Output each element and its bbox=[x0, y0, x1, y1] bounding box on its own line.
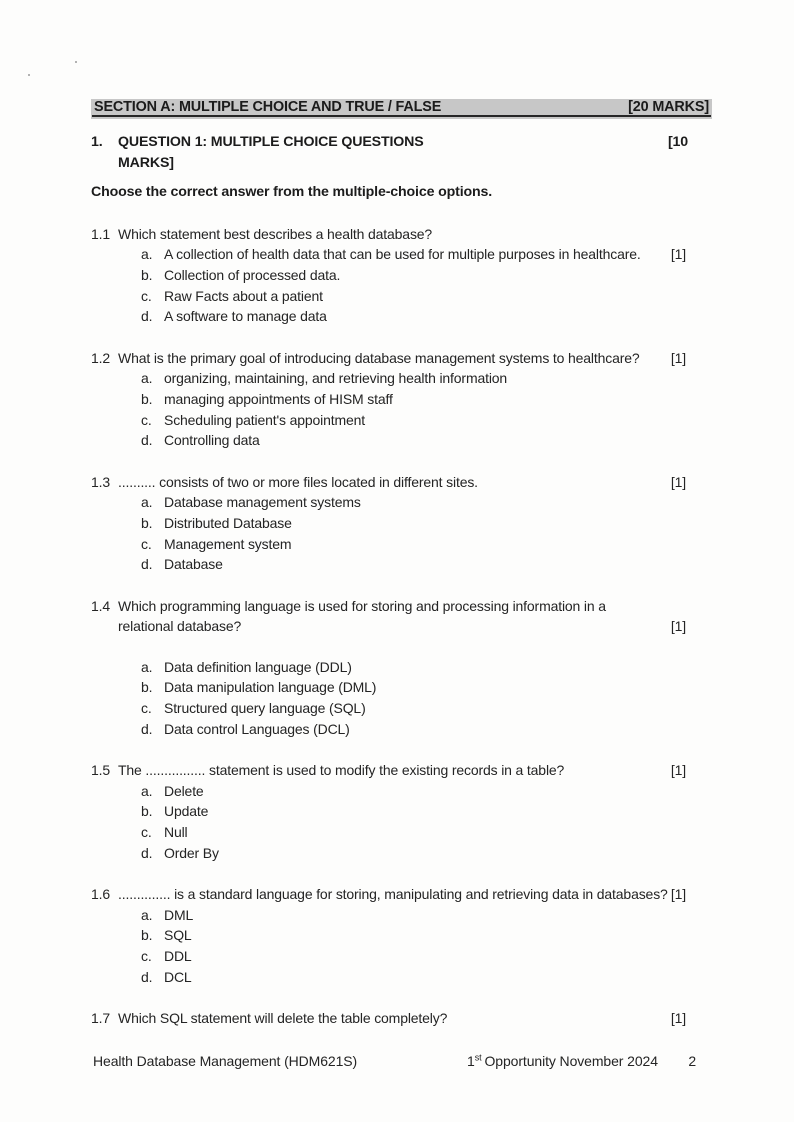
option-text: DDL bbox=[164, 948, 192, 964]
option-row bbox=[91, 822, 712, 843]
heading-number: 1. bbox=[91, 134, 103, 150]
option-letter: b. bbox=[141, 390, 153, 407]
question-text: What is the primary goal of introducing database management systems to healthcare? bbox=[118, 349, 640, 366]
option-row bbox=[91, 967, 712, 988]
options-list bbox=[91, 657, 712, 739]
question-text: .......... consists of two or more files located in different sites. bbox=[118, 473, 478, 490]
question-number: 1.3 bbox=[91, 473, 111, 490]
question-line bbox=[91, 760, 712, 781]
option-text: Database bbox=[164, 556, 223, 573]
footer-opportunity bbox=[467, 1053, 658, 1069]
question-number: 1.1 bbox=[91, 225, 111, 242]
option-letter: d. bbox=[141, 844, 153, 861]
option-letter: a. bbox=[141, 494, 153, 511]
question-line bbox=[91, 1008, 712, 1029]
options-list bbox=[91, 368, 712, 450]
question-number: 1.2 bbox=[91, 349, 111, 366]
option-row bbox=[91, 905, 712, 926]
options-list bbox=[91, 905, 712, 987]
section-header-bar bbox=[91, 99, 712, 119]
question-line bbox=[91, 348, 712, 369]
question-number: 1.5 bbox=[91, 762, 111, 779]
option-row bbox=[91, 244, 712, 265]
option-text: Delete bbox=[164, 782, 204, 799]
option-text: Raw Facts about a patient bbox=[164, 287, 323, 304]
question-1-6 bbox=[91, 884, 712, 987]
scan-speck bbox=[75, 61, 77, 63]
section-underline bbox=[92, 115, 711, 117]
option-letter: b. bbox=[141, 514, 153, 531]
option-text: Data definition language (DDL) bbox=[164, 658, 352, 675]
question-number: 1.6 bbox=[91, 886, 111, 903]
option-letter: d. bbox=[141, 968, 153, 985]
question-line bbox=[91, 884, 712, 905]
option-letter: c. bbox=[141, 535, 152, 552]
option-text: organizing, maintaining, and retrieving health information bbox=[164, 370, 508, 387]
question-line bbox=[91, 596, 712, 637]
option-row bbox=[91, 925, 712, 946]
option-letter: a. bbox=[141, 782, 153, 799]
footer-course: Health Database Management (HDM621S) bbox=[93, 1053, 358, 1069]
section-marks: [20 MARKS] bbox=[628, 99, 709, 115]
option-row bbox=[91, 781, 712, 802]
option-letter: d. bbox=[141, 720, 153, 737]
option-row bbox=[91, 657, 712, 678]
option-letter: d. bbox=[141, 556, 153, 573]
option-letter: a. bbox=[141, 906, 153, 923]
option-text: Data manipulation language (DML) bbox=[164, 679, 377, 696]
question-marks: [1] bbox=[670, 349, 686, 366]
option-letter: a. bbox=[141, 246, 153, 263]
option-text: Database management systems bbox=[164, 494, 361, 511]
option-letter: c. bbox=[141, 411, 152, 428]
option-letter: a. bbox=[141, 370, 153, 387]
option-row bbox=[91, 534, 712, 555]
option-row bbox=[91, 410, 712, 431]
exam-page-content bbox=[91, 99, 712, 1029]
instruction-text: Choose the correct answer from the multiple-choice options. bbox=[91, 184, 493, 201]
heading-title: QUESTION 1: MULTIPLE CHOICE QUESTIONS bbox=[118, 134, 424, 150]
option-row bbox=[91, 698, 712, 719]
option-letter: a. bbox=[141, 658, 153, 675]
option-text: Management system bbox=[164, 535, 292, 552]
option-row bbox=[91, 306, 712, 327]
option-row bbox=[91, 389, 712, 410]
option-letter: c. bbox=[141, 700, 152, 717]
option-row bbox=[91, 430, 712, 451]
question-number: 1.7 bbox=[91, 1010, 111, 1027]
option-text: Distributed Database bbox=[164, 514, 292, 531]
question-marks: [1] bbox=[670, 618, 686, 635]
option-row bbox=[91, 492, 712, 513]
heading-marks-part1: [10 bbox=[667, 134, 688, 150]
question-1-4 bbox=[91, 596, 712, 740]
footer-page-number: 2 bbox=[688, 1053, 696, 1069]
option-letter: b. bbox=[141, 266, 153, 283]
option-text: A software to manage data bbox=[164, 308, 327, 325]
option-text: Controlling data bbox=[164, 432, 260, 449]
option-text: Collection of processed data. bbox=[164, 266, 341, 283]
question-1-3 bbox=[91, 472, 712, 575]
option-row bbox=[91, 719, 712, 740]
option-text: A collection of health data that can be used for multiple purposes in healthcare. bbox=[164, 246, 641, 263]
option-letter: d. bbox=[141, 432, 153, 449]
option-letter: c. bbox=[141, 948, 152, 964]
option-text: Structured query language (SQL) bbox=[164, 700, 366, 717]
option-text: Null bbox=[164, 824, 188, 841]
option-row bbox=[91, 801, 712, 822]
option-row bbox=[91, 677, 712, 698]
option-row bbox=[91, 554, 712, 575]
option-row bbox=[91, 368, 712, 389]
question-marks: [1] bbox=[670, 886, 686, 903]
option-row bbox=[91, 286, 712, 307]
question-text: .............. is a standard language for storing, manipulating and retrieving data in databases? bbox=[118, 886, 668, 903]
footer-opportunity-ordinal: st bbox=[474, 1052, 482, 1063]
option-row bbox=[91, 513, 712, 534]
question-1-5 bbox=[91, 760, 712, 863]
question-text: Which programming language is used for storing and processing information in a relational database? bbox=[118, 597, 606, 635]
options-list bbox=[91, 244, 712, 326]
scan-speck bbox=[28, 74, 30, 76]
question-1-7 bbox=[91, 1008, 712, 1029]
option-letter: b. bbox=[141, 803, 153, 820]
option-letter: d. bbox=[141, 308, 153, 325]
question-line bbox=[91, 472, 712, 493]
option-text: Data control Languages (DCL) bbox=[164, 720, 350, 737]
heading-marks-part2: MARKS] bbox=[118, 154, 174, 171]
heading-line1 bbox=[118, 132, 712, 153]
option-letter: b. bbox=[141, 679, 153, 696]
option-row bbox=[91, 843, 712, 864]
option-row bbox=[91, 946, 712, 967]
question-1-2 bbox=[91, 348, 712, 451]
question-1-1 bbox=[91, 224, 712, 327]
options-list bbox=[91, 781, 712, 863]
question-text: Which statement best describes a health database? bbox=[118, 225, 433, 242]
option-text: managing appointments of HISM staff bbox=[164, 390, 393, 407]
section-title: SECTION A: MULTIPLE CHOICE AND TRUE / FALSE bbox=[94, 99, 442, 115]
question1-heading bbox=[91, 132, 712, 173]
question-text: The ................ statement is used to modify the existing records in a table? bbox=[118, 762, 565, 779]
option-text: SQL bbox=[164, 927, 192, 944]
option-letter: b. bbox=[141, 927, 153, 944]
options-list bbox=[91, 492, 712, 574]
option-letter: c. bbox=[141, 287, 152, 304]
question-number: 1.4 bbox=[91, 597, 111, 614]
option-row bbox=[91, 265, 712, 286]
option-letter: c. bbox=[141, 824, 152, 841]
question-marks: [1] bbox=[670, 762, 686, 779]
option-text: DML bbox=[164, 906, 194, 923]
option-text: Scheduling patient's appointment bbox=[164, 411, 366, 428]
question-text: Which SQL statement will delete the table completely? bbox=[118, 1010, 448, 1027]
question-marks: [1] bbox=[670, 1010, 686, 1027]
footer-opportunity-text: Opportunity November 2024 bbox=[484, 1053, 658, 1069]
question-marks: [1] bbox=[670, 473, 686, 490]
question-marks: [1] bbox=[670, 246, 686, 263]
option-text: Update bbox=[164, 803, 209, 820]
option-text: DCL bbox=[164, 968, 192, 985]
footer-opportunity-number: 1 bbox=[467, 1053, 475, 1069]
option-text: Order By bbox=[164, 844, 219, 861]
